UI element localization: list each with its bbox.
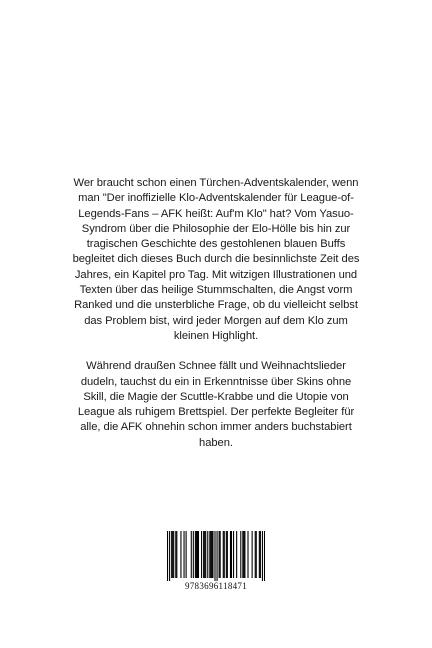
barcode-bar [224, 531, 225, 578]
barcode-bar [247, 531, 248, 578]
barcode-bar [176, 531, 177, 578]
blurb-paragraph-2: Während draußen Schnee fällt und Weihnachtslieder dudeln, tauchst du ein in Erkenntnisse über Skins ohne Skill, die Magie der Scuttle-Krabbe und die Utopie von League als ruhigem Brettspiel. Der perfekte Begleiter für alle, die AFK ohnehin schon immer anders buchstabiert haben. [77, 360, 355, 449]
barcode-bar [231, 531, 232, 578]
barcode-bar [173, 531, 174, 578]
barcode-bar [255, 531, 256, 578]
blurb-paragraph-1: Wer braucht schon einen Türchen-Adventskalender, wenn man "Der inoffizielle Klo-Adventskalender für League-of-Legends-Fans – AFK heißt: Auf'm Klo" hat? Vom Yasuo-Syndrom über die Philosophie der Elo-Hölle bis hin zur tragischen Geschichte des gestohlenen blauen Buffs begleitet dich dieses Buch durch die besinnlichste Zeit des Jahres, ein Kapitel pro Tag. Mit witzigen Illustrationen und Texten über das heilige Stummschalten, die Angst vorm Ranked und die unsterbliche Frage, ob du vielleicht selbst das Problem bist, wird jeder Morgen auf dem Klo zum kleinen Highlight. [72, 177, 360, 342]
barcode-bar [236, 531, 237, 578]
barcode-bar [204, 531, 205, 578]
barcode-bar [260, 531, 261, 578]
barcode-bar [214, 531, 215, 581]
barcode-bar [264, 531, 265, 581]
barcode-bar [259, 531, 260, 578]
barcode-bar [175, 531, 176, 578]
barcode-bar [203, 531, 204, 578]
barcode-bar [172, 531, 173, 578]
barcode-bar [169, 531, 170, 581]
barcode-bar [256, 531, 257, 578]
barcode-bars [167, 531, 265, 581]
barcode-bar [207, 531, 208, 578]
barcode-bar [180, 531, 181, 578]
barcode-bar [220, 531, 221, 578]
barcode-bar [198, 531, 199, 578]
barcode-bar [262, 531, 263, 581]
barcode-bar [219, 531, 220, 578]
barcode-bar [193, 531, 194, 578]
barcode-bar [240, 531, 241, 578]
barcode-bar [205, 531, 206, 578]
barcode-bar [186, 531, 187, 578]
barcode-bar [210, 531, 211, 578]
barcode-bar [191, 531, 192, 578]
barcode-bar [223, 531, 224, 578]
barcode-bar [171, 531, 172, 578]
barcode-bar [211, 531, 212, 578]
barcode-bar [167, 531, 168, 581]
barcode-bar [184, 531, 185, 578]
barcode-bar [196, 531, 197, 578]
barcode-bar [243, 531, 244, 578]
barcode-bar [217, 531, 218, 581]
barcode-bar [244, 531, 245, 578]
barcode-bar [252, 531, 253, 578]
barcode-bar [242, 531, 243, 578]
barcode-bar [227, 531, 228, 578]
blurb-text [70, 176, 362, 451]
isbn-number: 9783696118471 [184, 581, 248, 591]
barcode-bar [230, 531, 231, 578]
barcode-bar [233, 531, 234, 578]
barcode-bar [197, 531, 198, 578]
barcode [167, 531, 265, 597]
barcode-bar [212, 531, 213, 578]
barcode-bar [201, 531, 202, 578]
barcode-bar [209, 531, 210, 578]
barcode-bar [195, 531, 196, 578]
barcode-bar [226, 531, 227, 578]
